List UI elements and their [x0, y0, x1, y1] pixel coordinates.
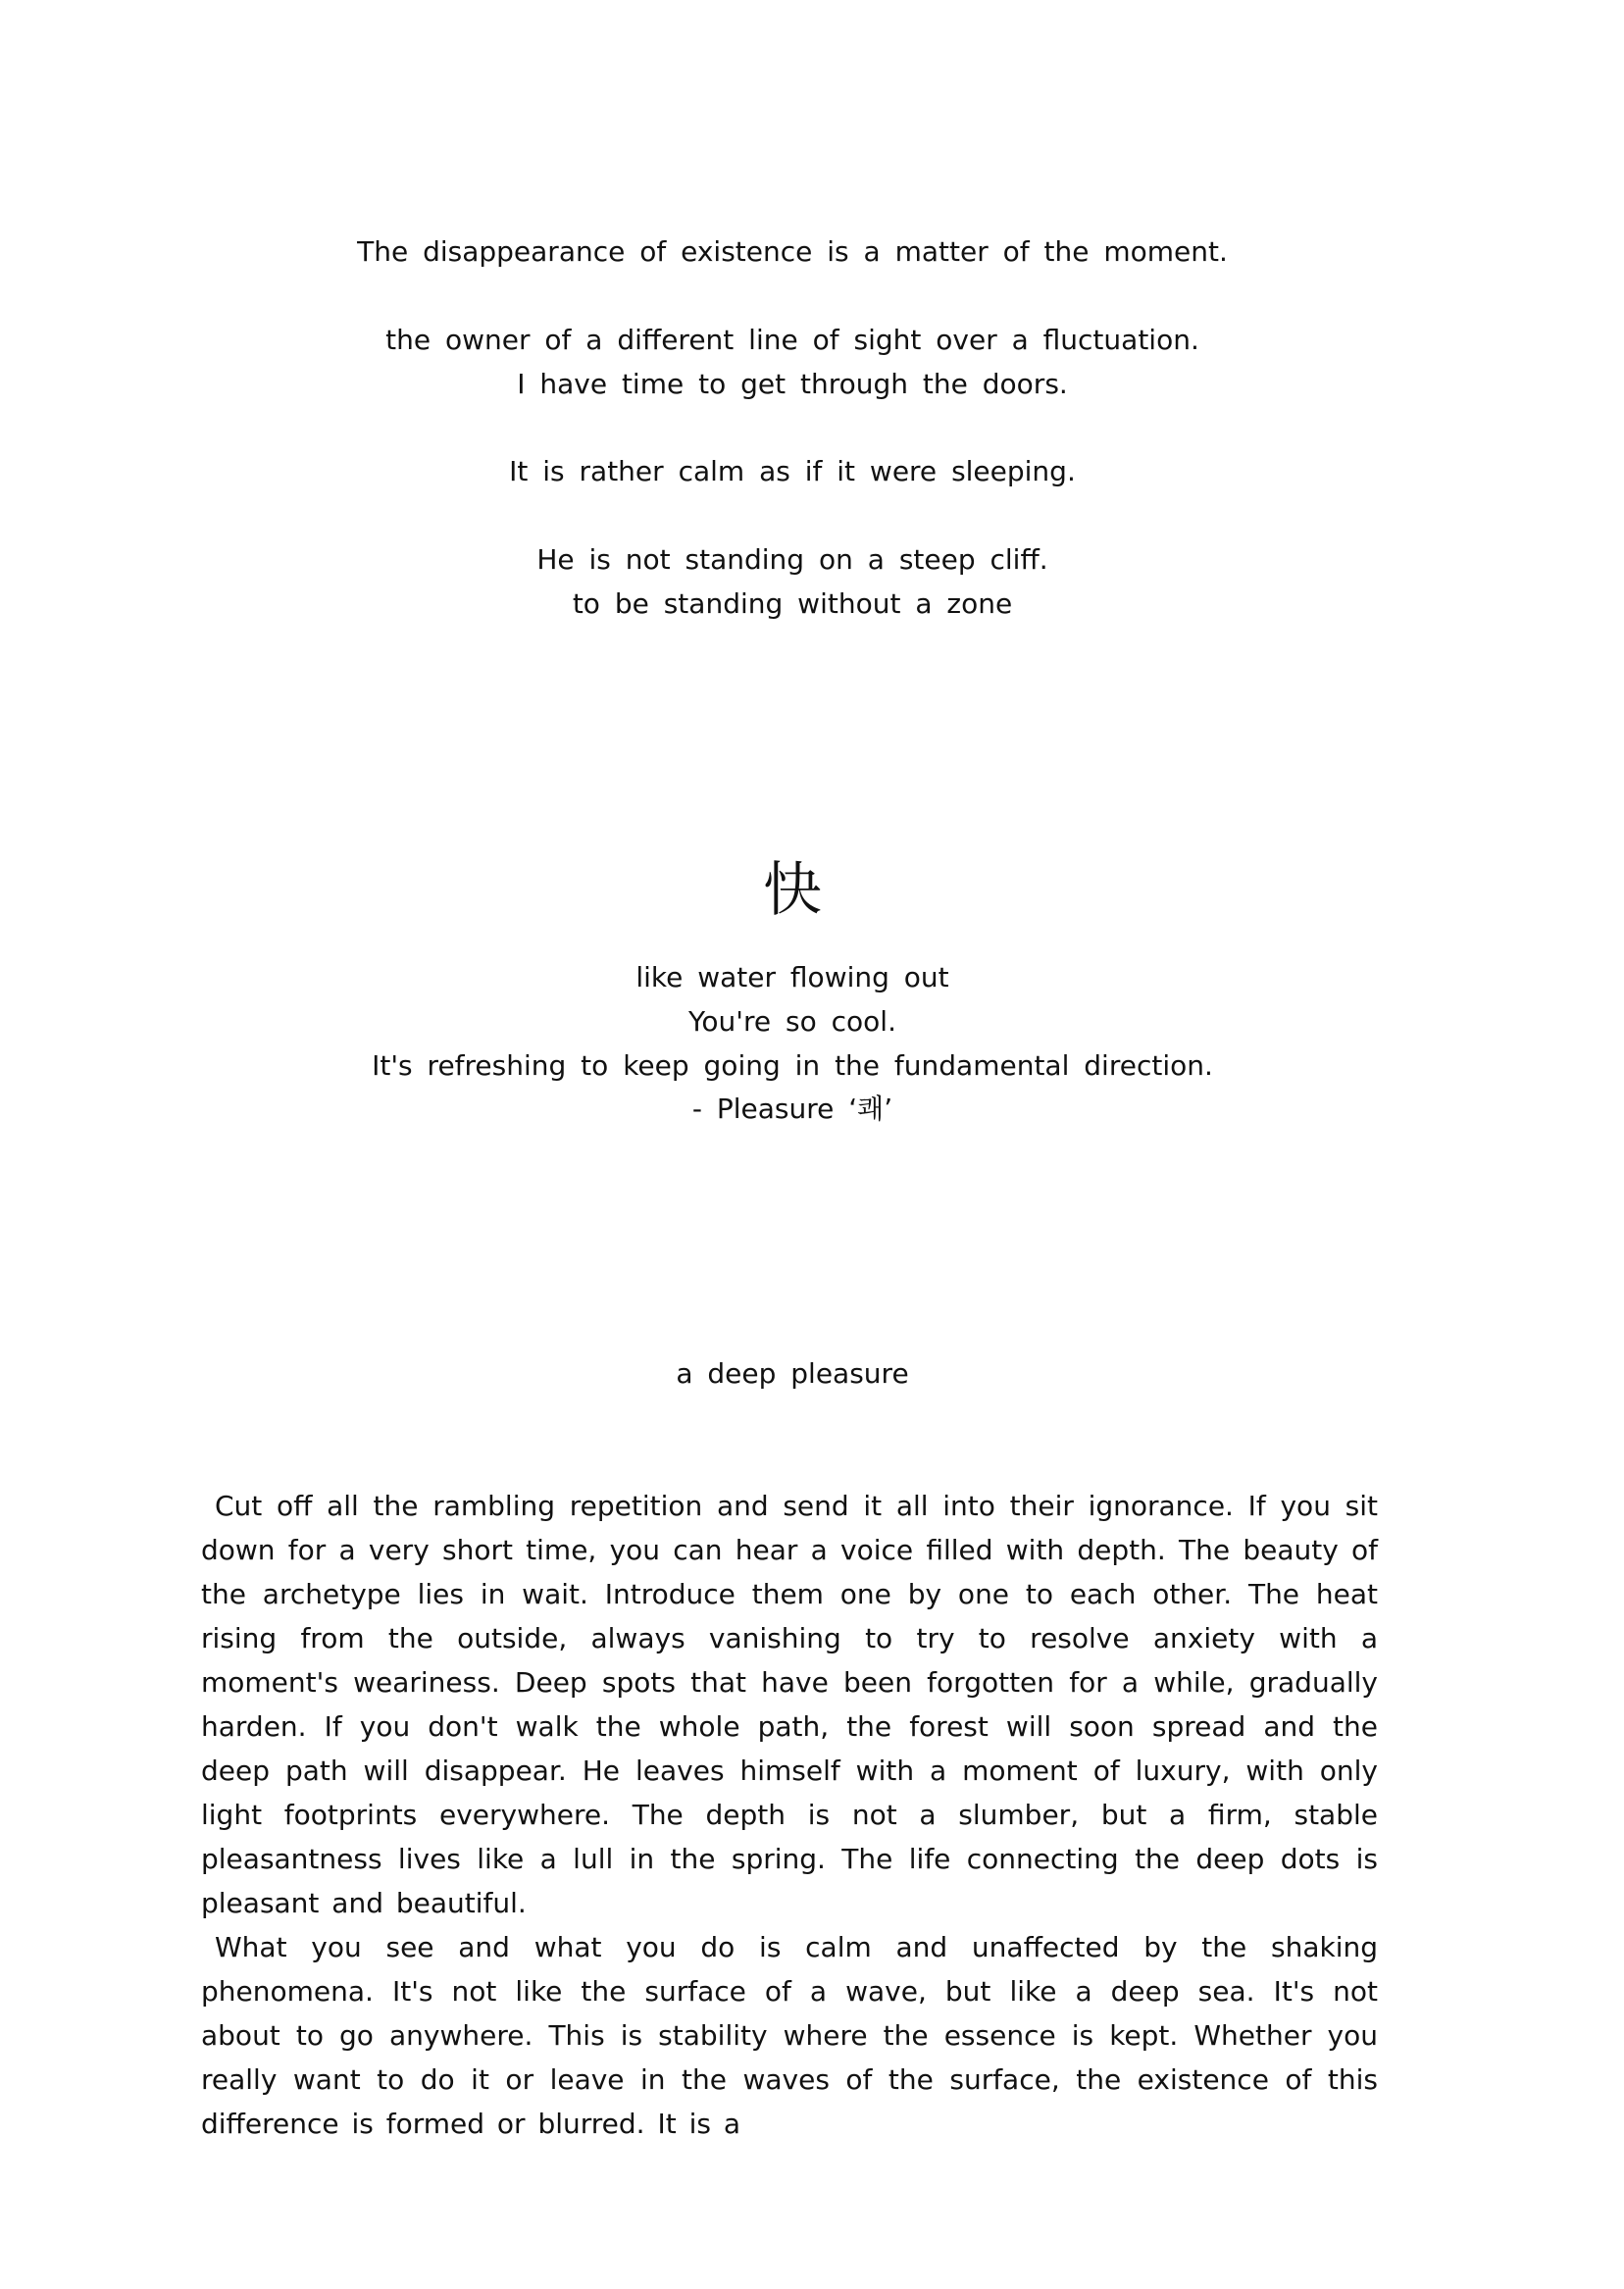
poem-line: the owner of a different line of sight over a fluctuation. — [385, 324, 1199, 356]
hanja-character: 快 — [763, 856, 822, 925]
poem-line: I have time to get through the doors. — [517, 368, 1068, 400]
attribution: - Pleasure ‘쾌’ — [691, 1093, 893, 1125]
essay-paragraph: Cut off all the rambling repetition and send it all into their ignorance. If you sit down for a very short time, you can hear a voice filled with depth. The beauty of the archetype lies in wait. Introduce them one by one to each other. The heat rising from the outside, always vanishing to try to resolve anxiety with a moment's weariness. Deep spots that have been forgotten for a while, gradually harden. If you don't walk the whole path, the forest will soon spread and the deep path will disappear. He leaves himself with a moment of luxury, with only light footprints everywhere. The depth is not a slumber, but a firm, stable pleasantness lives like a lull in the spring. The life connecting the deep dots is pleasant and beautiful. — [201, 1490, 1378, 1919]
poem-line: He is not standing on a steep cliff. — [536, 543, 1048, 576]
essay-body — [201, 1484, 1378, 2146]
poem-line: The disappearance of existence is a matter of the moment. — [357, 235, 1228, 268]
poem-line: You're so cool. — [688, 1005, 896, 1038]
poem-line: It is rather calm as if it were sleeping. — [509, 455, 1076, 487]
poem-line: like water flowing out — [635, 961, 949, 993]
essay-title: a deep pleasure — [676, 1357, 909, 1390]
poem-line: It's refreshing to keep going in the fundamental direction. — [372, 1049, 1213, 1082]
essay-paragraph: What you see and what you do is calm and unaffected by the shaking phenomena. It's not like the surface of a wave, but like a deep sea. It's not about to go anywhere. This is stability where the essence is kept. Whether you really want to do it or leave in the waves of the surface, the existence of this difference is formed or blurred. It is a — [201, 1931, 1378, 2140]
poem-line: to be standing without a zone — [572, 587, 1013, 620]
